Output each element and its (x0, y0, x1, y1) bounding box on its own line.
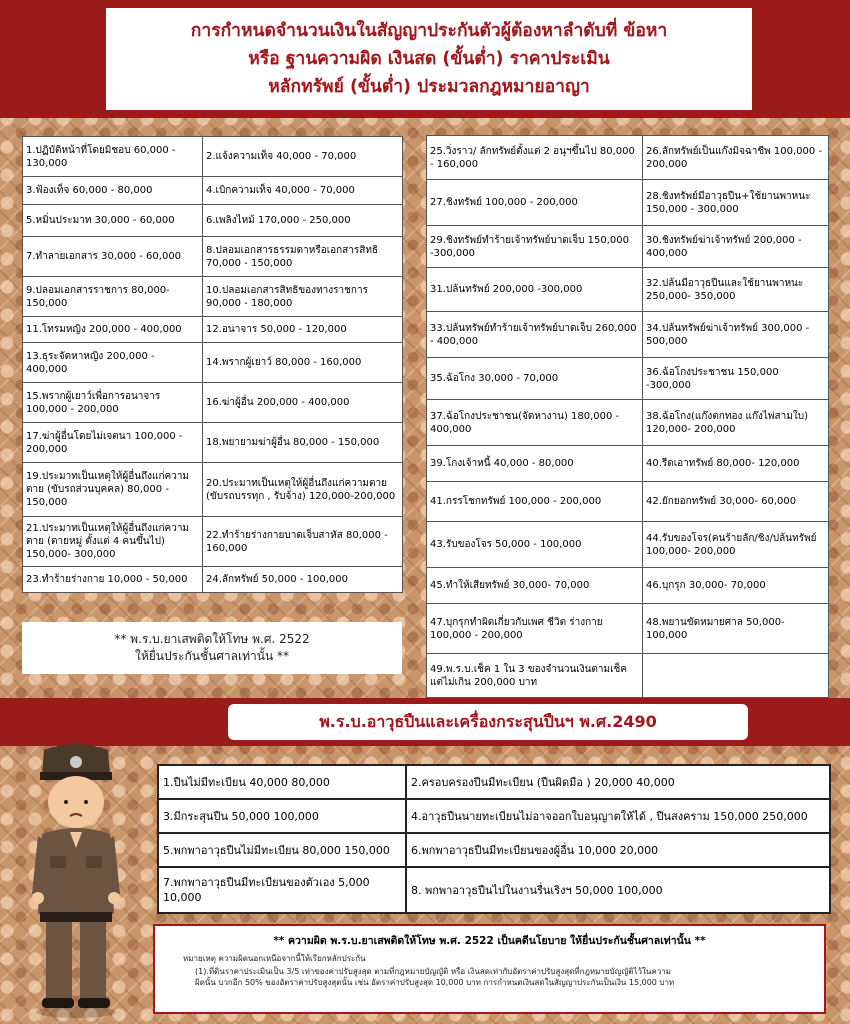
table-cell: 9.ปลอมเอกสารราชการ 80,000-150,000 (23, 277, 203, 317)
table-cell: 23.ทำร้ายร่างกาย 10,000 - 50,000 (23, 567, 203, 593)
table-cell: 12.อนาจาร 50,000 - 120,000 (203, 317, 403, 343)
offence-row (427, 358, 829, 400)
table-cell: 20.ประมาทเป็นเหตุให้ผู้อื่นถึงแก่ความตาย (ขับรถบรรทุก , รับจ้าง) 120,000-200,000 (203, 463, 403, 517)
offence-row (427, 654, 829, 698)
table-cell: 34.ปล้นทรัพย์ฆ่าเจ้าทรัพย์ 300,000 - 500,000 (643, 312, 829, 358)
table-cell (643, 654, 829, 698)
firearm-row (158, 867, 830, 913)
title-box (106, 8, 752, 110)
table-cell: 2.ครอบครองปืนมีทะเบียน (ปืนผิดมือ ) 20,000 40,000 (406, 765, 830, 799)
table-cell: 6.พกพาอาวุธปืนมีทะเบียนของผู้อื่น 10,000 20,000 (406, 833, 830, 867)
table-cell: 43.รับของโจร 50,000 - 100,000 (427, 522, 643, 568)
offence-row (23, 137, 403, 177)
table-cell: 33.ปล้นทรัพย์ทำร้ายเจ้าทรัพย์บาดเจ็บ 260,000 - 400,000 (427, 312, 643, 358)
table-cell: 19.ประมาทเป็นเหตุให้ผู้อื่นถึงแก่ความตาย (ขับรถส่วนบุคคล) 80,000 - 150,000 (23, 463, 203, 517)
offence-row (23, 205, 403, 237)
offence-row (427, 482, 829, 522)
table-cell: 28.ชิงทรัพย์มีอาวุธปืน+ใช้ยานพาหนะ 150,000 - 300,000 (643, 180, 829, 226)
policy-remark: หมายเหตุ ความผิดนอกเหนือจากนี้ให้เรียกหลักประกัน (183, 954, 366, 963)
offence-row (427, 604, 829, 654)
table-cell: 11.โทรมหญิง 200,000 - 400,000 (23, 317, 203, 343)
offence-row (23, 237, 403, 277)
table-cell: 38.ฉ้อโกง(แก๊งตกทอง แก๊งไพ่สามใบ) 120,000- 200,000 (643, 400, 829, 446)
page-title-line-2: หรือ ฐานความผิด เงินสด (ขั้นต่ำ) ราคาประเมิน (248, 49, 610, 69)
table-cell: 18.พยายามฆ่าผู้อื่น 80,000 - 150,000 (203, 423, 403, 463)
offence-row (427, 136, 829, 180)
offence-row (427, 446, 829, 482)
offence-row (427, 522, 829, 568)
table-cell: 24.ลักทรัพย์ 50,000 - 100,000 (203, 567, 403, 593)
table-cell: 14.พรากผู้เยาว์ 80,000 - 160,000 (203, 343, 403, 383)
table-cell: 10.ปลอมเอกสารสิทธิของทางราชการ 90,000 - 180,000 (203, 277, 403, 317)
firearms-table (157, 764, 831, 914)
section-title-box (228, 704, 748, 740)
firearm-row (158, 765, 830, 799)
offence-table-right (426, 135, 829, 698)
offence-row (427, 400, 829, 446)
table-cell: 39.โกงเจ้าหนี้ 40,000 - 80,000 (427, 446, 643, 482)
firearm-row (158, 799, 830, 833)
table-cell: 25.วิ่งราว/ ลักทรัพย์ตั้งแต่ 2 อนุฯขึ้นไป 80,000 - 160,000 (427, 136, 643, 180)
offence-row (23, 343, 403, 383)
table-cell: 45.ทำให้เสียทรัพย์ 30,000- 70,000 (427, 568, 643, 604)
narcotics-note-line-1: ** พ.ร.บ.ยาเสพติดให้โทษ พ.ศ. 2522 (114, 632, 310, 646)
table-cell: 26.ลักทรัพย์เป็นแก๊งมิจฉาชีพ 100,000 - 200,000 (643, 136, 829, 180)
offence-row (23, 177, 403, 205)
policy-heading: ** ความผิด พ.ร.บ.ยาเสพติดให้โทษ พ.ศ. 2522 เป็นคดีนโยบาย ให้ยื่นประกันชั้นศาลเท่านั้น ** (273, 935, 706, 947)
offence-row (427, 268, 829, 312)
table-cell: 37.ฉ้อโกงประชาชน(จัดหางาน) 180,000 - 400,000 (427, 400, 643, 446)
table-cell: 36.ฉ้อโกงประชาชน 150,000 -300,000 (643, 358, 829, 400)
table-cell: 7.ทำลายเอกสาร 30,000 - 60,000 (23, 237, 203, 277)
offence-row (427, 312, 829, 358)
table-cell: 47.บุกรุกทำผิดเกี่ยวกับเพศ ชีวิต ร่างกาย 100,000 - 200,000 (427, 604, 643, 654)
page-title-line-1: การกำหนดจำนวนเงินในสัญญาประกันตัวผู้ต้องหาลำดับที่ ข้อหา (190, 21, 668, 41)
offence-row (23, 423, 403, 463)
table-cell: 30.ชิงทรัพย์ฆ่าเจ้าทรัพย์ 200,000 - 400,000 (643, 226, 829, 268)
section-title: พ.ร.บ.อาวุธปืนและเครื่องกระสุนปืนฯ พ.ศ.2490 (319, 711, 657, 731)
table-cell: 15.พรากผู้เยาว์เพื่อการอนาจาร 100,000 - 200,000 (23, 383, 203, 423)
table-cell: 5.พกพาอาวุธปืนไม่มีทะเบียน 80,000 150,000 (158, 833, 406, 867)
narcotics-note-line-2: ให้ยื่นประกันชั้นศาลเท่านั้น ** (134, 649, 289, 663)
table-cell: 8. พกพาอาวุธปืนไปในงานรื่นเริงฯ 50,000 100,000 (406, 867, 830, 913)
table-cell: 2.แจ้งความเท็จ 40,000 - 70,000 (203, 137, 403, 177)
offence-row (23, 567, 403, 593)
table-cell: 4.อาวุธปืนนายทะเบียนไม่อาจออกใบอนุญาตให้ได้ , ปืนสงคราม 150,000 250,000 (406, 799, 830, 833)
table-cell: 1.ปฏิบัติหน้าที่โดยมิชอบ 60,000 - 130,000 (23, 137, 203, 177)
table-cell: 27.ชิงทรัพย์ 100,000 - 200,000 (427, 180, 643, 226)
table-cell: 40.รีดเอาทรัพย์ 80,000- 120,000 (643, 446, 829, 482)
table-cell: 4.เบิกความเท็จ 40,000 - 70,000 (203, 177, 403, 205)
table-cell: 1.ปืนไม่มีทะเบียน 40,000 80,000 (158, 765, 406, 799)
firearm-row (158, 833, 830, 867)
offence-row (427, 568, 829, 604)
table-cell: 46.บุกรุก 30,000- 70,000 (643, 568, 829, 604)
offence-row (23, 517, 403, 567)
offence-row (23, 463, 403, 517)
table-cell: 31.ปล้นทรัพย์ 200,000 -300,000 (427, 268, 643, 312)
table-cell: 32.ปล้นมีอาวุธปืนและใช้ยานพาหนะ 250,000- 350,000 (643, 268, 829, 312)
table-cell: 3.มีกระสุนปืน 50,000 100,000 (158, 799, 406, 833)
table-cell: 13.ธุระจัดหาหญิง 200,000 - 400,000 (23, 343, 203, 383)
table-cell: 5.หมิ่นประมาท 30,000 - 60,000 (23, 205, 203, 237)
table-cell: 6.เพลิงไหม้ 170,000 - 250,000 (203, 205, 403, 237)
table-cell: 42.ยักยอกทรัพย์ 30,000- 60,000 (643, 482, 829, 522)
offence-row (23, 317, 403, 343)
table-cell: 49.พ.ร.บ.เช็ค 1 ใน 3 ของจำนวนเงินตามเช็คแต่ไม่เกิน 200,000 บาท (427, 654, 643, 698)
offence-row (427, 226, 829, 268)
police-officer-illustration (30, 744, 122, 1020)
table-cell: 16.ฆ่าผู้อื่น 200,000 - 400,000 (203, 383, 403, 423)
narcotics-note (22, 622, 402, 674)
offence-row (23, 383, 403, 423)
table-cell: 44.รับของโจร(คนร้ายลัก/ชิง/ปล้นทรัพย์ 100,000- 200,000 (643, 522, 829, 568)
table-cell: 21.ประมาทเป็นเหตุให้ผู้อื่นถึงแก่ความตาย (ตายหมู่ ตั้งแต่ 4 คนขึ้นไป) 150,000- 300,000 (23, 517, 203, 567)
table-cell: 8.ปลอมเอกสารธรรมดาหรือเอกสารสิทธิ 70,000 - 150,000 (203, 237, 403, 277)
narcotics-policy-box (153, 924, 826, 1014)
table-cell: 41.กรรโชกทรัพย์ 100,000 - 200,000 (427, 482, 643, 522)
policy-detail-2: ผิดนั้น บวกอีก 50% ของอัตราค่าปรับสูงสุดนั้น เช่น อัตราค่าปรับสูงสุด 10,000 บาท การกำหนดเงินสดในสัญญาประกันเป็นเงิน 15,000 บาท (195, 978, 675, 987)
offence-table-left (22, 136, 403, 593)
table-cell: 17.ฆ่าผู้อื่นโดยไม่เจตนา 100,000 - 200,000 (23, 423, 203, 463)
table-cell: 48.พยานขัดหมายศาล 50,000-100,000 (643, 604, 829, 654)
table-cell: 22.ทำร้ายร่างกายบาดเจ็บสาหัส 80,000 - 160,000 (203, 517, 403, 567)
policy-detail-1: (1).ที่ดินราคาประเมินเป็น 3/5 เท่าของค่าปรับสูงสุด ตามที่กฎหมายบัญญัติ หรือ เงินสดเท่ากับอัตราค่าปรับสูงสุดที่กฎหมายบัญญัติไว้ในความ (195, 967, 671, 976)
table-cell: 29.ชิงทรัพย์ทำร้ายเจ้าทรัพย์บาดเจ็บ 150,000 -300,000 (427, 226, 643, 268)
offence-row (23, 277, 403, 317)
table-cell: 7.พกพาอาวุธปืนมีทะเบียนของตัวเอง 5,000 10,000 (158, 867, 406, 913)
page-title-line-3: หลักทรัพย์ (ขั้นต่ำ) ประมวลกฎหมายอาญา (268, 77, 590, 97)
table-cell: 35.ฉ้อโกง 30,000 - 70,000 (427, 358, 643, 400)
table-cell: 3.ฟ้องเท็จ 60,000 - 80,000 (23, 177, 203, 205)
offence-row (427, 180, 829, 226)
